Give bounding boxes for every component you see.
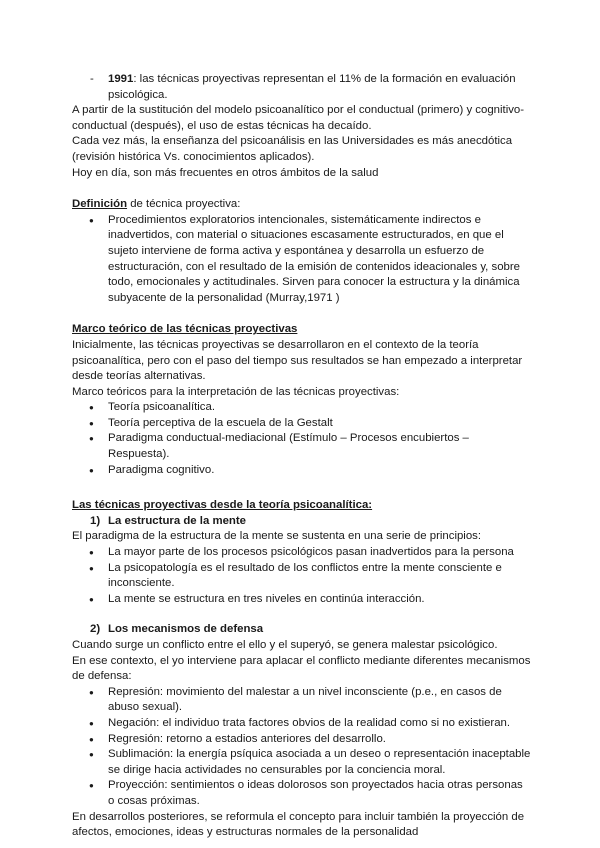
dash-item-text: : las técnicas proyectivas representan el 11% de la formación en evaluación psicológica. bbox=[108, 73, 516, 101]
definition-rest: de técnica proyectiva: bbox=[127, 198, 241, 211]
intro-paragraph-1: A partir de la sustitución del modelo psicoanalítico por el conductual (primero) y cognitivo-conductual (después), el uso de estas técnicas ha decaído. bbox=[72, 104, 525, 132]
estructura-paragraph: El paradigma de la estructura de la mente se sustenta en una serie de principios: bbox=[72, 530, 482, 543]
marco-paragraph-1: Inicialmente, las técnicas proyectivas se desarrollaron en el contexto de la teoría psicoanalítica, pero con el paso del tiempo sus resultados se han empezado a interpretar desde teorías alternativas. bbox=[72, 338, 523, 383]
closing-paragraph: En desarrollos posteriores, se reformula el concepto para incluir también la proyección de afectos, emociones, ideas y estructuras normales de la personalidad bbox=[72, 810, 525, 839]
mecanismos-list bbox=[72, 685, 532, 810]
psico-heading bbox=[72, 498, 532, 514]
definition-label: Definición bbox=[72, 198, 128, 211]
definition-heading bbox=[72, 197, 532, 213]
list-item: ● Regresión: retorno a estadios anteriores del desarrollo. bbox=[72, 732, 532, 748]
list-item: ● Proyección: sentimientos o ideas dolorosos son proyectados hacia otras personas o cosas próximas. bbox=[72, 778, 532, 809]
list-item: ● La psicopatología es el resultado de los conflictos entre la mente consciente e inconsciente. bbox=[72, 561, 532, 592]
mecanismos-paragraph-1: Cuando surge un conflicto entre el ello y el superyó, se genera malestar psicológico. bbox=[72, 639, 498, 651]
spacer bbox=[72, 607, 532, 622]
list-item: ● Sublimación: la energía psíquica asociada a un deseo o representación inaceptable se dirige hacia actividades no censurables por la conciencia moral. bbox=[72, 747, 532, 778]
list-item: ● Teoría perceptiva de la escuela de la Gestalt bbox=[72, 416, 532, 432]
intro-paragraph-2: Cada vez más, la enseñanza del psicoanálisis en las Universidades es más anecdótica (revisión histórica Vs. conocimientos aplicados). bbox=[72, 135, 513, 163]
list-item: ● Paradigma cognitivo. bbox=[72, 463, 532, 479]
marco-heading bbox=[72, 322, 532, 338]
definition-list bbox=[72, 213, 532, 307]
subheading-mecanismos bbox=[72, 622, 532, 638]
list-item: ● Teoría psicoanalítica. bbox=[72, 400, 532, 416]
subheading-title: La estructura de la mente bbox=[108, 514, 247, 527]
intro-dash-item bbox=[72, 72, 532, 103]
mecanismos-paragraph-2: En ese contexto, el yo interviene para aplacar el conflicto mediante diferentes mecanismos de defensa: bbox=[72, 654, 531, 683]
marco-paragraph-2: Marco teóricos para la interpretación de las técnicas proyectivas: bbox=[72, 385, 400, 398]
marco-list bbox=[72, 400, 532, 478]
subheading-number: 1) bbox=[90, 514, 101, 527]
list-item: ● Negación: el individuo trata factores obvios de la realidad como si no existieran. bbox=[72, 716, 532, 732]
estructura-list bbox=[72, 545, 532, 607]
list-item: ● Paradigma conductual-mediacional (Estímulo – Procesos encubiertos – Respuesta). bbox=[72, 431, 532, 462]
intro-paragraph-3: Hoy en día, son más frecuentes en otros ámbitos de la salud bbox=[72, 166, 379, 179]
document-page bbox=[72, 72, 532, 841]
list-item: ● La mente se estructura en tres niveles en continúa interacción. bbox=[72, 592, 532, 608]
subheading-estructura bbox=[72, 514, 532, 530]
year-label: 1991 bbox=[108, 73, 134, 85]
subheading-number: 2) bbox=[90, 623, 101, 636]
subheading-title: Los mecanismos de defensa bbox=[108, 623, 264, 636]
marco-heading-text: Marco teórico de las técnicas proyectivas bbox=[72, 323, 298, 336]
list-item: ● Represión: movimiento del malestar a un nivel inconsciente (p.e., en casos de abuso sexual). bbox=[72, 685, 532, 716]
psico-heading-text: Las técnicas proyectivas desde la teoría psicoanalítica: bbox=[72, 499, 373, 512]
list-item: ● Procedimientos exploratorios intencionales, sistemáticamente indirectos e inadvertidos, con material o situaciones escasamente estructurados, en que el sujeto interviene de forma activa y espontánea y desarrolla un esfuerzo de estructuración, con el resultado de la emisión de contenidos ideacionales y, sobre todo, emocionales y actitudinales. Sirven para conocer la estructura y la dinámica subyacente de la personalidad (Murray,1971 ) bbox=[72, 213, 532, 307]
list-item: ● La mayor parte de los procesos psicológicos pasan inadvertidos para la persona bbox=[72, 545, 532, 561]
dash-marker: - bbox=[90, 73, 94, 85]
